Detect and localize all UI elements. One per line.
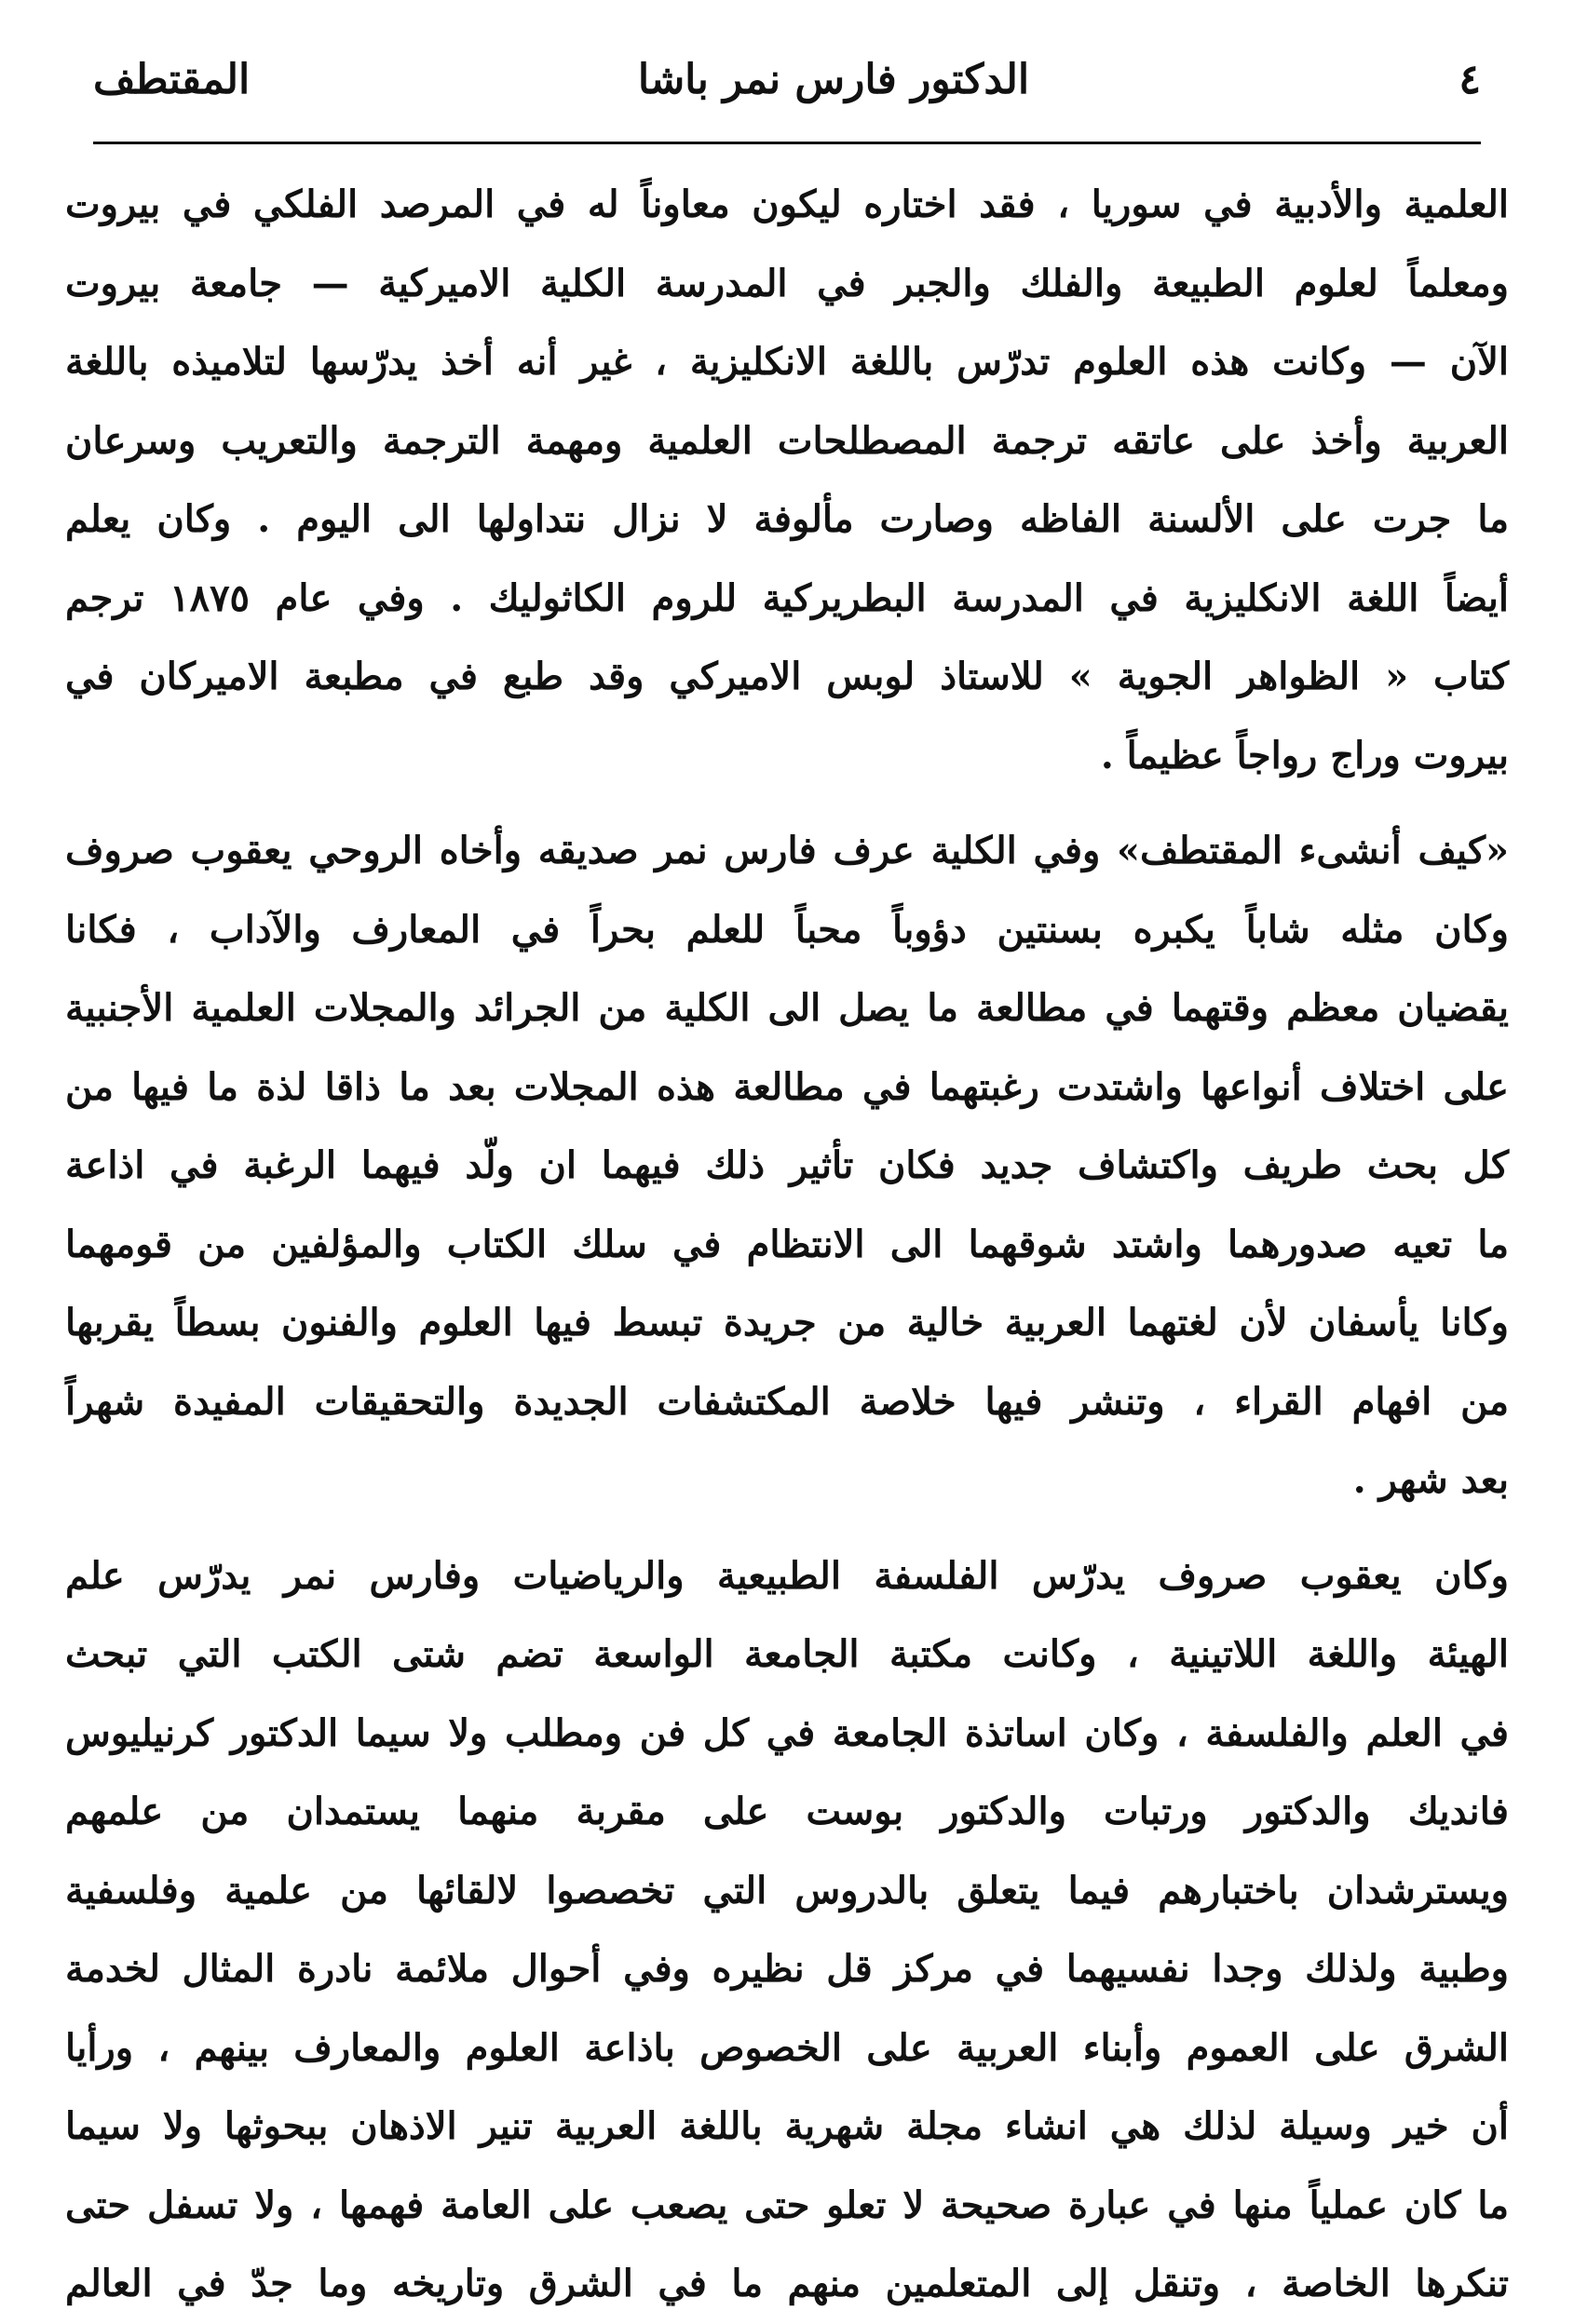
text-line: وكان يعقوب صروف يدرّس الفلسفة الطبيعية والرياضيات وفارس نمر يدرّس علم: [65, 1553, 1509, 1598]
running-header: [93, 47, 1481, 112]
text-line: من افهام القراء ، وتنشر فيها خلاصة المكتشفات الجديدة والتحقيقات المفيدة شهراً: [65, 1379, 1509, 1424]
text-line: ويسترشدان باختبارهم فيما يتعلق بالدروس التي تخصصوا لالقائها من علمية وفلسفية: [65, 1868, 1509, 1912]
text-line: العلمية والأدبية في سوريا ، فقد اختاره ليكون معاوناً له في المرصد الفلكي في بيروت: [65, 182, 1509, 226]
paragraph: [65, 812, 1509, 1520]
header-rule: [93, 142, 1481, 144]
page-number: ٤: [1459, 55, 1481, 103]
text-line: وكان مثله شاباً يكبره بسنتين دؤوباً محباً للعلم بحراً في المعارف والآداب ، فكانا: [65, 907, 1509, 952]
text-line: كل بحث طريف واكتشاف جديد فكان تأثير ذلك فيهما ان ولّد فيهما الرغبة في اذاعة: [65, 1143, 1509, 1187]
text-line: ما جرت على الألسنة الفاظه وصارت مألوفة لا نزال نتداولها الى اليوم . وكان يعلم: [65, 497, 1509, 541]
text-line: العربية وأخذ على عاتقه ترجمة المصطلحات العلمية ومهمة الترجمة والتعريب وسرعان: [65, 418, 1509, 463]
text-line: في العلم والفلسفة ، وكان اساتذة الجامعة في كل فن ومطلب ولا سيما الدكتور كرنيليوس: [65, 1710, 1509, 1755]
text-line: بعد شهر .: [1352, 1458, 1509, 1502]
text-line: وكانا يأسفان لأن لغتهما العربية خالية من جريدة تبسط فيها العلوم والفنون بسطاً يقربها: [65, 1301, 1509, 1344]
text-line: الآن — وكانت هذه العلوم تدرّس باللغة الانكليزية ، غير أنه أخذ يدرّسها لتلاميذه باللغة: [65, 340, 1509, 384]
text-line: «كيف أنشىء المقتطف» وفي الكلية عرف فارس نمر صديقه وأخاه الروحي يعقوب صروف: [65, 829, 1509, 872]
text-line: وطبية ولذلك وجدا نفسيهما في مركز قل نظيره وفي أحوال ملائمة نادرة المثال لخدمة: [65, 1947, 1510, 1991]
paragraph: [65, 1537, 1509, 2324]
text-line: ومعلماً لعلوم الطبيعة والفلك والجبر في المدرسة الكلية الاميركية — جامعة بيروت: [65, 261, 1510, 305]
text-line: أيضاً اللغة الانكليزية في المدرسة البطريركية للروم الكاثوليك . وفي عام ١٨٧٥ ترجم: [65, 575, 1510, 620]
article-title: الدكتور فارس نمر باشا: [637, 55, 1030, 103]
text-line: على اختلاف أنواعها واشتدت رغبتهما في مطالعة هذه المجلات بعد ما ذاقا لذة ما فيها من: [65, 1064, 1509, 1109]
text-line: أن خير وسيلة لذلك هي انشاء مجلة شهرية باللغة العربية تنير الاذهان ببحوثها ولا سيما: [65, 2104, 1509, 2148]
article-body: [65, 166, 1510, 2305]
text-line: ما تعيه صدورهما واشتد شوقهما الى الانتظام في سلك الكتاب والمؤلفين من قومهما: [65, 1222, 1509, 1266]
text-line: الشرق على العموم وأبناء العربية على الخصوص باذاعة العلوم والمعارف بينهم ، ورأيا: [65, 2025, 1509, 2070]
text-line: يقضيان معظم وقتهما في مطالعة ما يصل الى الكلية من الجرائد والمجلات العلمية الأجنبية: [65, 986, 1509, 1030]
paragraph: [65, 166, 1509, 795]
text-line: تنكرها الخاصة ، وتنقل إلى المتعلمين منهم ما في الشرق وتاريخه وما جدّ في العالم: [65, 2262, 1509, 2305]
journal-name: المقتطف: [93, 55, 251, 103]
text-line: الهيئة واللغة اللاتينية ، وكانت مكتبة الجامعة الواسعة تضم شتى الكتب التي تبحث: [65, 1632, 1509, 1676]
text-line: كتاب « الظواهر الجوية » للاستاذ لوبس الاميركي وقد طبع في مطبعة الاميركان في: [65, 655, 1509, 698]
text-line: بيروت وراج رواجاً عظيماً .: [1100, 733, 1509, 777]
text-line: فانديك والدكتور ورتبات والدكتور بوست على مقربة منهما يستمدان من علمهم: [65, 1790, 1509, 1833]
text-line: ما كان عملياً منها في عبارة صحيحة لا تعلو حتى يصعب على العامة فهمها ، ولا تسفل حتى: [65, 2182, 1509, 2227]
